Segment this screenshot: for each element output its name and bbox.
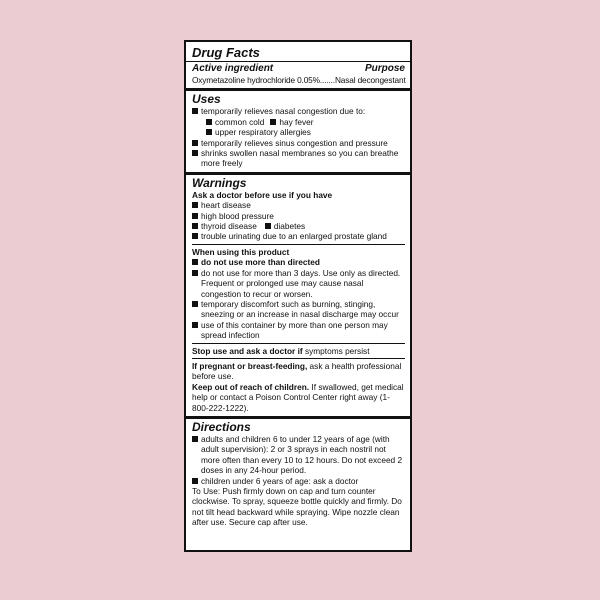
keep-out-line: [192, 382, 405, 413]
ask-doctor-heading: Ask a doctor before use if you have: [192, 189, 333, 200]
uses-hay-fever: hay fever: [279, 116, 314, 127]
divider: [186, 61, 410, 62]
when-using-item: do not use more than directed: [192, 257, 405, 267]
ingredient-purpose: Nasal decongestant: [334, 75, 406, 85]
ingredient-dots: .......: [319, 75, 335, 85]
ingredient-row: [192, 75, 405, 85]
warning-condition: thyroid disease: [192, 221, 257, 231]
stop-use-line: [192, 346, 405, 356]
uses-subitem-row: [192, 127, 405, 137]
purpose-label: Purpose: [364, 63, 405, 74]
pregnant-text: ask a health professional before use.: [192, 360, 402, 382]
keep-out-text: If swallowed, get medical help or contact a Poison Control Center right away (1-800-222-1222).: [192, 381, 404, 413]
divider: [192, 358, 405, 359]
warning-condition: high blood pressure: [192, 211, 405, 221]
drug-facts-panel: [184, 40, 412, 552]
divider: [192, 343, 405, 344]
warnings-title: Warnings: [192, 175, 247, 190]
divider: [192, 244, 405, 245]
keep-out-bold: Keep out of reach of children.: [192, 381, 310, 392]
uses-allergies: upper respiratory allergies: [215, 127, 311, 138]
when-using-item: temporary discomfort such as burning, stinging, sneezing or an increase in nasal discharge may occur: [192, 299, 405, 320]
pregnant-bold: If pregnant or breast-feeding,: [192, 360, 308, 371]
directions-title: Directions: [192, 419, 251, 434]
warning-condition-row: [192, 221, 405, 231]
uses-item: temporarily relieves sinus congestion and pressure: [192, 138, 405, 148]
when-using-item: do not use for more than 3 days. Use only as directed. Frequent or prolonged use may cause nasal congestion to recur or worsen.: [192, 268, 405, 299]
bullet-icon: [206, 119, 212, 125]
directions-item: adults and children 6 to under 12 years of age (with adult supervision): 2 or 3 sprays in each nostril not more often than every 10 to 12 hours. Do not exceed 2 doses in any 24-hour period.: [192, 434, 405, 476]
uses-common-cold: common cold: [215, 116, 265, 127]
active-ingredient-header: [192, 63, 405, 75]
bullet-icon: [206, 129, 212, 135]
uses-title: Uses: [192, 92, 221, 107]
to-use-text: To Use: Push firmly down on cap and turn counter clockwise. To spray, squeeze bottle quickly and firmly. Do not tilt head backward while spraying. Wipe nozzle clean after use. Secure cap after use.: [192, 486, 402, 528]
ingredient-name: Oxymetazoline hydrochloride 0.05%: [192, 75, 320, 85]
uses-item: shrinks swollen nasal membranes so you can breathe more freely: [192, 148, 405, 169]
section-divider: [186, 416, 410, 419]
pregnant-line: [192, 361, 405, 382]
stop-use-text: symptoms persist: [302, 345, 370, 356]
stop-use-bold: Stop use and ask a doctor if: [192, 345, 303, 356]
uses-item: temporarily relieves nasal congestion due to:: [192, 106, 405, 116]
active-ingredient-label: Active ingredient: [192, 63, 274, 74]
when-using-heading: When using this product: [192, 246, 290, 257]
drug-facts-title: Drug Facts: [192, 45, 260, 60]
section-divider: [186, 172, 410, 175]
directions-item: children under 6 years of age: ask a doctor: [192, 476, 405, 486]
when-using-item: use of this container by more than one person may spread infection: [192, 320, 405, 341]
bullet-icon: [270, 119, 276, 125]
uses-subitem-row: [192, 117, 405, 127]
section-divider: [186, 88, 410, 91]
warning-condition: heart disease: [192, 200, 405, 210]
warning-condition: trouble urinating due to an enlarged prostate gland: [192, 231, 405, 241]
warning-condition: diabetes: [265, 221, 305, 231]
